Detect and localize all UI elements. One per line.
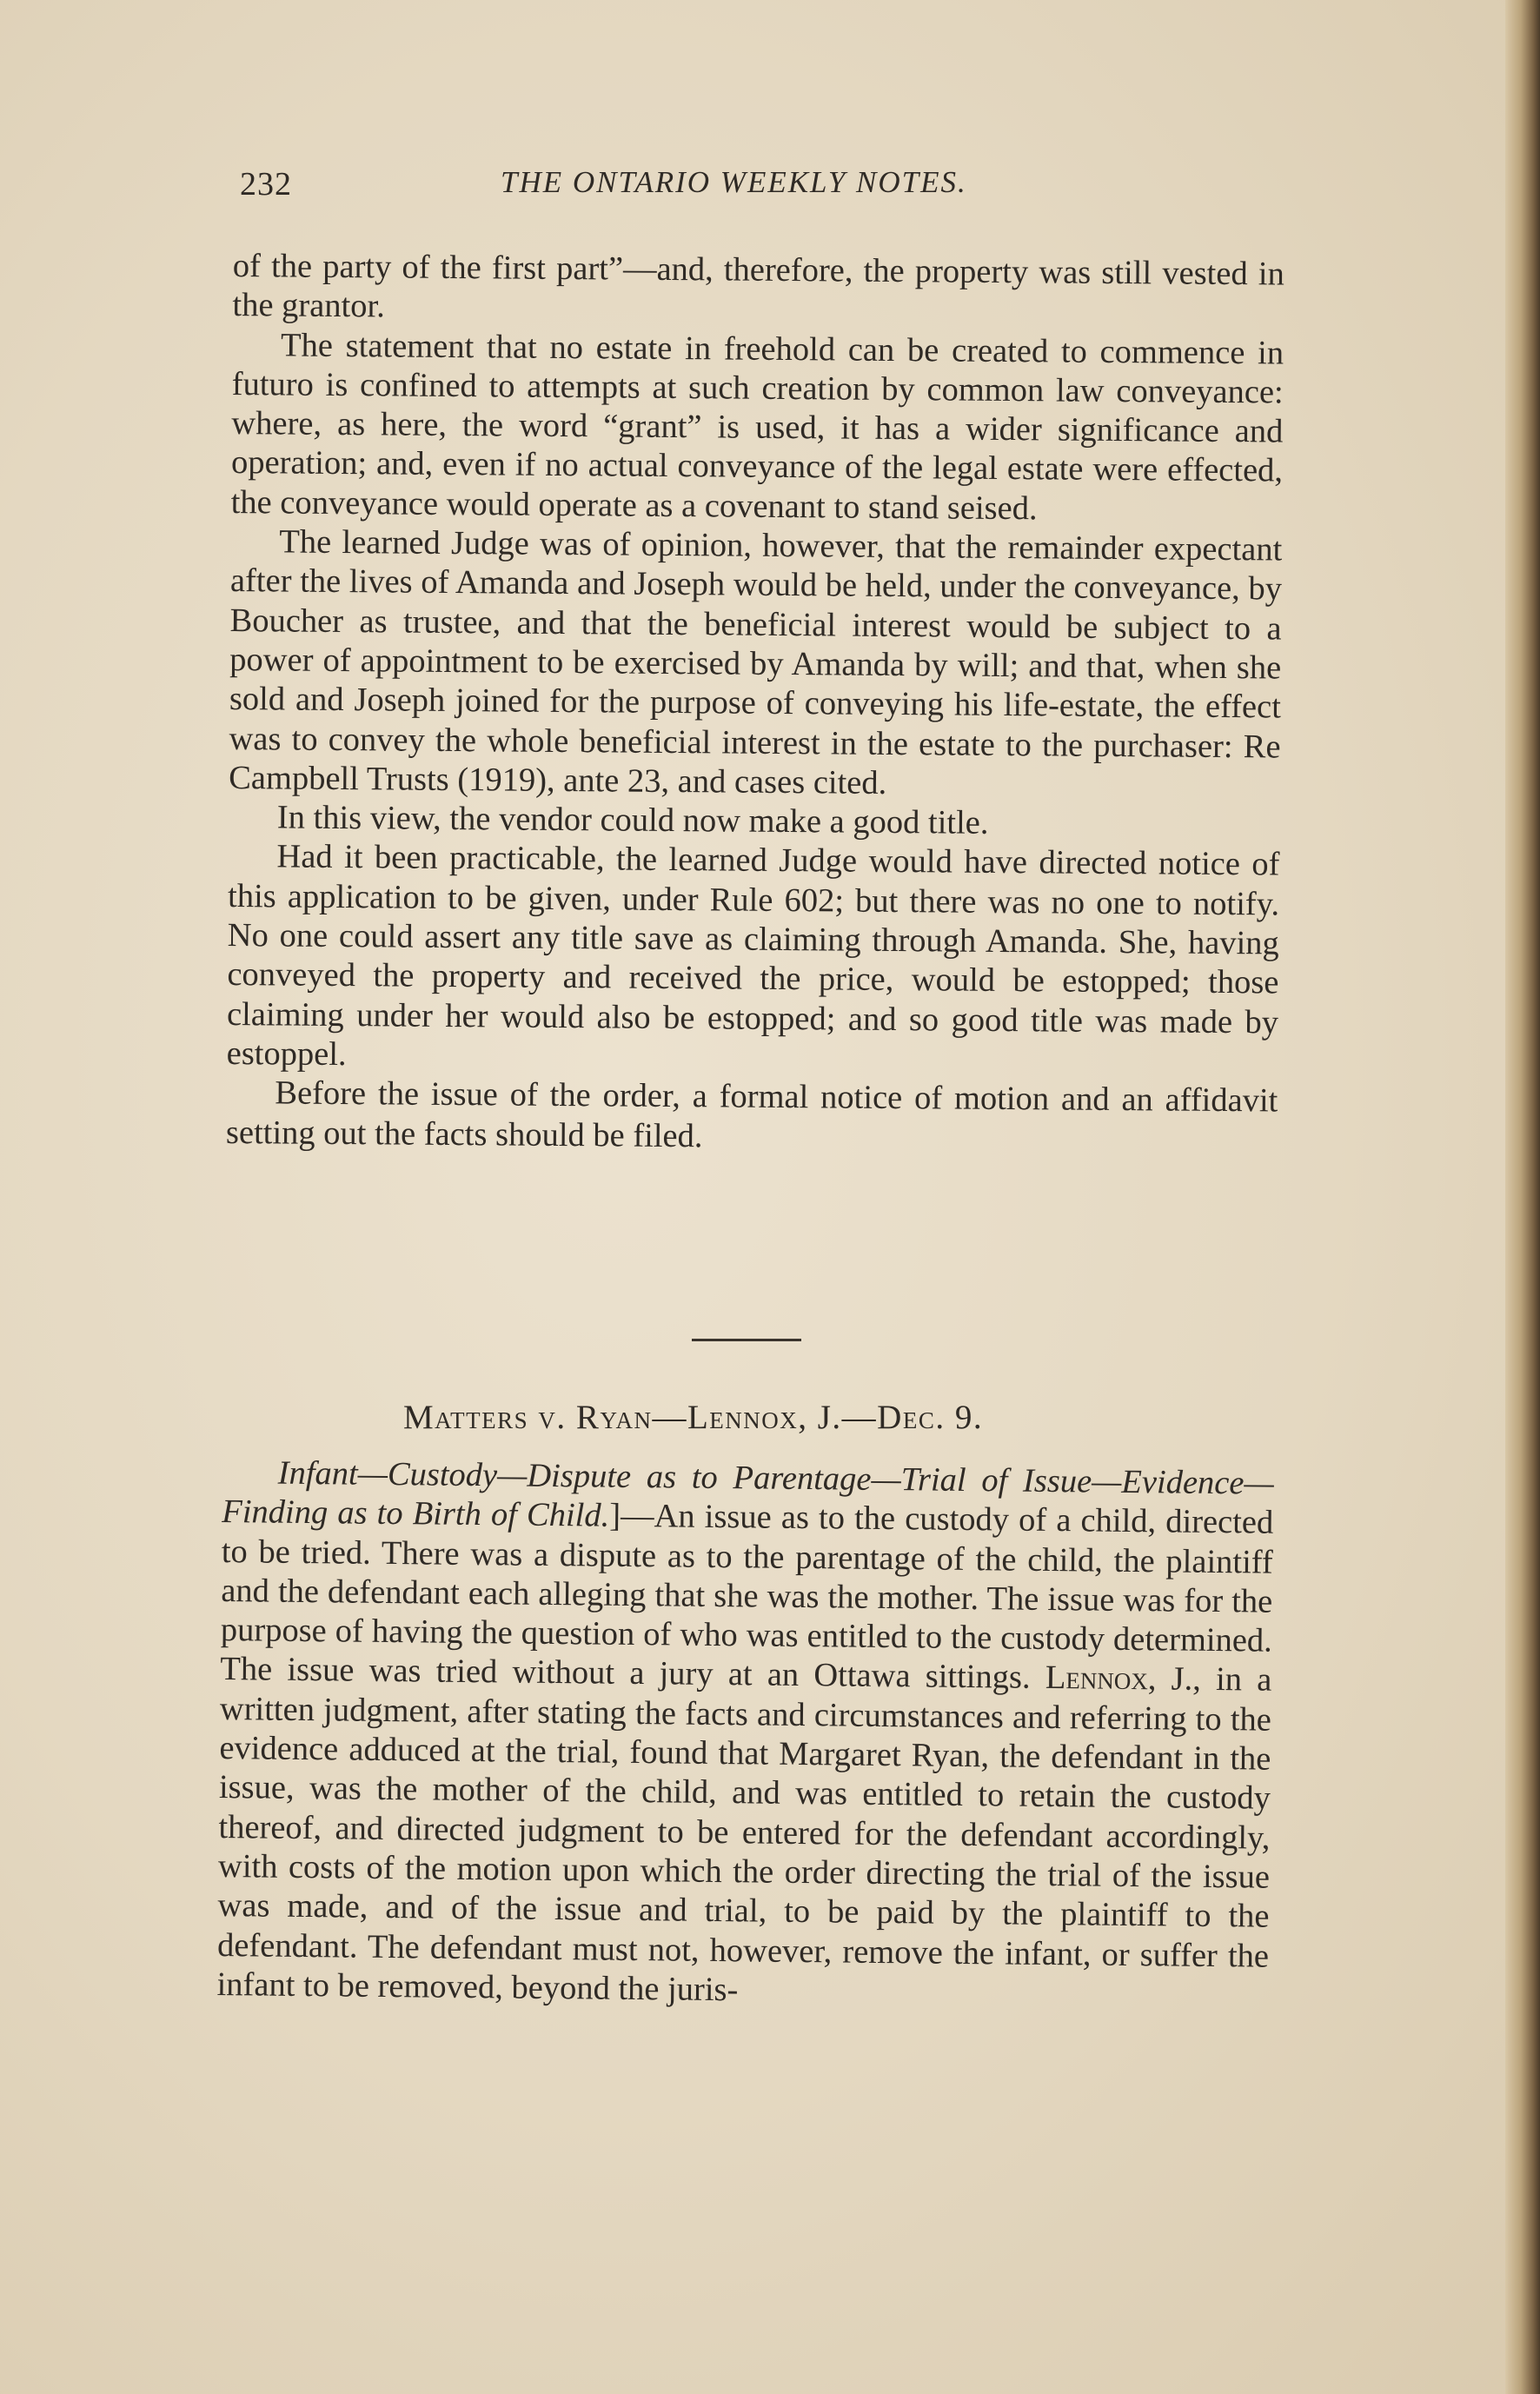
case-paragraph bbox=[216, 1453, 1274, 2016]
page-header bbox=[240, 165, 1283, 217]
paragraph: The statement that no estate in freehold can be created to commence in futuro is confined to attempts at such creation by common law conveyance: where, as here, the word “grant” is used, it has a wider significance and operation; and, even if no actual conveyance of the legal estate were effected, the conveyance would operate as a covenant to stand seised. bbox=[230, 327, 1284, 528]
body-text bbox=[226, 247, 1284, 1160]
paragraph: of the party of the first part”—and, therefore, the property was still vested in the grantor. bbox=[232, 247, 1284, 325]
running-head: THE ONTARIO WEEKLY NOTES. bbox=[501, 165, 967, 199]
paragraph: In this view, the vendor could now make a good title. bbox=[276, 799, 989, 842]
section-divider bbox=[692, 1339, 801, 1341]
catchwords: Infant—Custody—Dispute as to Parentage—Trial of Issue—Evidence—Finding as to Birth of Child. bbox=[222, 1454, 1274, 1534]
case-text-part-2: J., in a written judgment, after stating the facts and circumstances and referring to the evidence adduced at the trial, found that Margaret Ryan, the defendant in the issue, was the mother of the child, and was entitled to retain the custody thereof, and directed judgment to be entered for the defendant accordingly, with costs of the motion upon which the order directing the trial of the issue was made, and of the issue and trial, to be paid by the plaintiff to the defendant. The defendant must not, however, remove the infant, or suffer the infant to be removed, beyond the juris- bbox=[216, 1660, 1272, 2009]
paragraph: The learned Judge was of opinion, however, that the remainder expectant after the lives of Amanda and Joseph would be held, under the conveyance, by Boucher as trustee, and that the beneficial interest would be subject to a power of appointment to be exercised by Amanda by will; and that, when she sold and Joseph joined for the purpose of conveying his life-estate, the effect was to convey the whole beneficial interest in the estate to the purchaser: Re Campbell Trusts (1919), ante 23, and cases cited. bbox=[229, 523, 1283, 801]
case-text-part-1: ]—An issue as to the custody of a child, directed to be tried. There was a dispute as to the parentage of the child, the plaintiff and the defendant each alleging that she was the mother. The issue was for the purpose of having the question of who was entitled to the custody determined. The issue was tried without a jury at an Ottawa sittings. bbox=[220, 1497, 1274, 1697]
case-heading: Matters v. Ryan—Lennox, J.—Dec. 9. bbox=[403, 1399, 984, 1436]
page-edge bbox=[1505, 0, 1540, 2394]
page-number: 232 bbox=[240, 166, 292, 203]
paragraph: Before the issue of the order, a formal notice of motion and an affidavit setting out the facts should be filed. bbox=[225, 1074, 1278, 1154]
case-report bbox=[216, 1453, 1274, 2016]
paragraph: Had it been practicable, the learned Judge would have directed notice of this application to be given, under Rule 602; but there was no one to notify. No one could assert any title save as claiming through Amanda. She, having conveyed the property and received the price, would be estopped; those claiming under her would also be estopped; and so good title was made by estoppel. bbox=[226, 838, 1280, 1073]
judge-name: Lennox, bbox=[1045, 1659, 1157, 1698]
